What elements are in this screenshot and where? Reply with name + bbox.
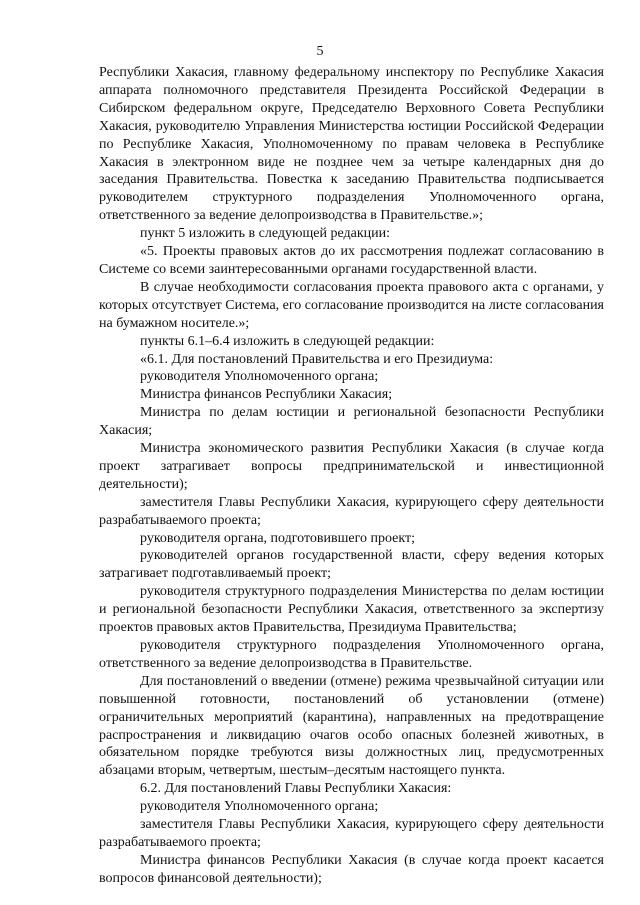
paragraph: Министра по делам юстиции и региональной безопасности Республики Хакасия; — [99, 405, 604, 439]
paragraph: Для постановлений о введении (отмене) режима чрезвычайной ситуации или повышенной готовности, постановлений об установлении (отмене) ограничительных мероприятий (карантина), направленных на предотвращение распространения и ликвидацию очагов особо опасных болезней животных, в обязательном порядке требуются визы должностных лиц, предусмотренных абзацами вторым, четвертым, шестым–десятым настоящего пункта. — [99, 673, 604, 779]
paragraph: пункт 5 изложить в следующей редакции: — [140, 226, 390, 242]
page-number: 5 — [316, 44, 324, 59]
paragraph: Министра экономического развития Республики Хакасия (в случае когда проект затрагивает вопросы предпринимательской и инвестиционной деятельности); — [99, 441, 604, 492]
paragraph: «6.1. Для постановлений Правительства и его Президиума: — [140, 351, 494, 367]
paragraph: руководителя органа, подготовившего проект; — [140, 530, 416, 546]
paragraph: руководителя структурного подразделения Министерства по делам юстиции и региональной безопасности Республики Хакасия, ответственного за экспертизу проектов правовых актов Правительства, Президиума Правительства; — [99, 584, 604, 636]
paragraph: руководителя Уполномоченного органа; — [140, 369, 379, 385]
paragraph: Республики Хакасия, главному федеральному инспектору по Республике Хакасия аппарата полномочного представителя Президента Российской Федерации в Сибирском федеральном округе, Председателю Верховного Совета Республики Хакасия, руководителю Управления Министерства юстиции Российской Федерации по Республике Хакасия, Уполномоченному по правам человека в Республике Хакасия в электронном виде не позднее чем за четыре календарных дня до заседания Правительства. Повестка к заседанию Правительства подписывается руководителем структурного подразделения Уполномоченного органа, ответственного за ведение делопроизводства в Правительстве.»; — [99, 65, 604, 224]
paragraph: заместителя Главы Республики Хакасия, курирующего сферу деятельности разрабатываемого проекта; — [99, 494, 604, 528]
paragraph: Министра финансов Республики Хакасия (в случае когда проект касается вопросов финансовой деятельности); — [99, 852, 604, 886]
paragraph: руководителя Уполномоченного органа; — [140, 799, 379, 815]
paragraph: В случае необходимости согласования проекта правового акта с органами, у которых отсутствует Система, его согласование производится на листе согласования на бумажном носителе.»; — [99, 279, 604, 331]
paragraph: пункты 6.1–6.4 изложить в следующей редакции: — [140, 333, 435, 349]
paragraph: Министра финансов Республики Хакасия; — [140, 387, 393, 403]
paragraph: 6.2. Для постановлений Главы Республики Хакасия: — [140, 781, 452, 797]
paragraph: руководителя структурного подразделения Уполномоченного органа, ответственного за ведение делопроизводства в Правительстве. — [99, 638, 604, 671]
paragraph: заместителя Главы Республики Хакасия, курирующего сферу деятельности разрабатываемого проекта; — [99, 817, 604, 850]
document-body — [99, 64, 604, 888]
paragraph: руководителей органов государственной власти, сферу ведения которых затрагивает подготавливаемый проект; — [99, 548, 604, 582]
paragraph: «5. Проекты правовых актов до их рассмотрения подлежат согласованию в Системе со всеми заинтересованными органами государственной власти. — [99, 244, 604, 277]
